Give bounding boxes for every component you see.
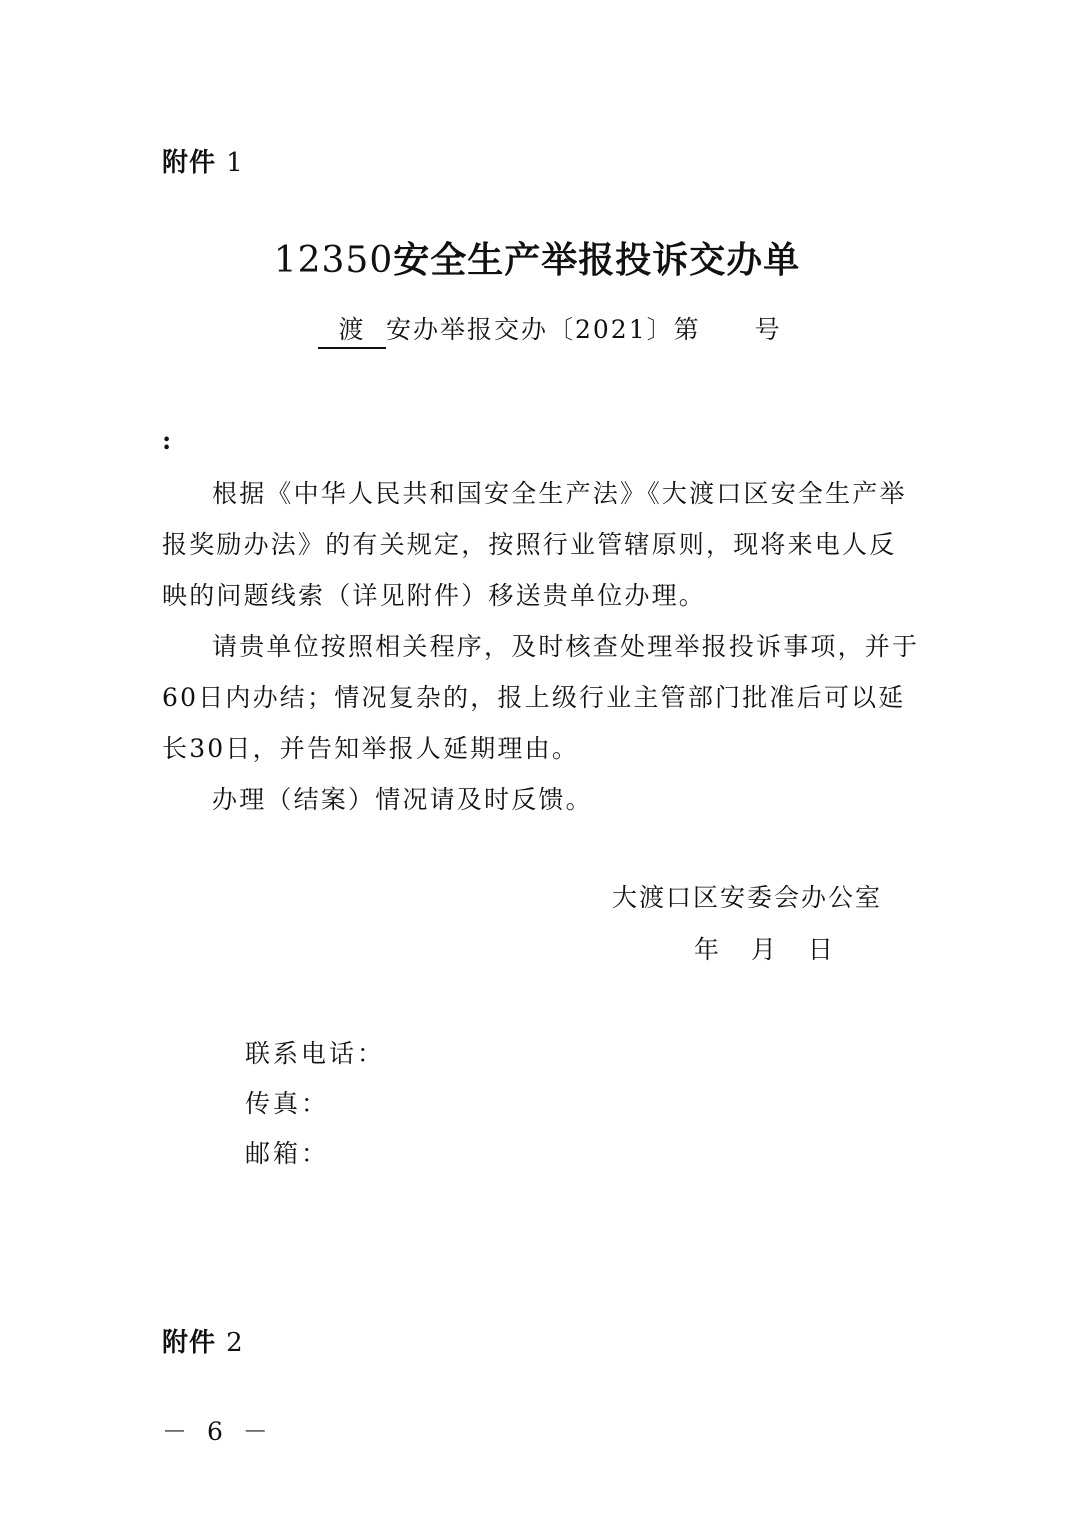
- attachment-1-word: 附件: [162, 148, 217, 178]
- attachment-2-number: 2: [226, 1328, 244, 1358]
- attachment-2-word: 附件: [162, 1328, 217, 1358]
- attachment-1-label: [162, 142, 244, 179]
- document-number-prefix: 渡: [318, 310, 386, 349]
- contact-email: 邮箱：: [245, 1139, 330, 1168]
- signature-date: 年 月 日: [694, 935, 833, 964]
- page-number: － 6 －: [162, 1417, 274, 1446]
- paragraph-3: 办理（结案）情况请及时反馈。: [212, 785, 593, 814]
- document-number-text: 安办举报交办〔2021〕第 号: [386, 315, 782, 344]
- attachment-2-label: [162, 1322, 244, 1359]
- title-text: 安全生产举报投诉交办单: [393, 239, 801, 281]
- document-number: [318, 310, 782, 349]
- attachment-1-number: 1: [226, 148, 244, 178]
- paragraph-1: 根据《中华人民共和国安全生产法》《大渡口区安全生产举报奖励办法》的有关规定，按照行业管辖原则，现将来电人反映的问题线索（详见附件）移送贵单位办理。: [162, 479, 907, 610]
- body-text: [162, 468, 922, 825]
- contact-phone: 联系电话：: [245, 1039, 386, 1068]
- paragraph-2: 请贵单位按照相关程序，及时核查处理举报投诉事项，并于60日内办结；情况复杂的，报上级行业主管部门批准后可以延长30日，并告知举报人延期理由。: [162, 632, 920, 763]
- salutation: :: [162, 426, 172, 455]
- signature-organization: 大渡口区安委会办公室: [612, 883, 883, 912]
- contact-fax: 传真：: [245, 1089, 330, 1118]
- document-title: [0, 232, 1074, 283]
- title-number: 12350: [273, 240, 394, 281]
